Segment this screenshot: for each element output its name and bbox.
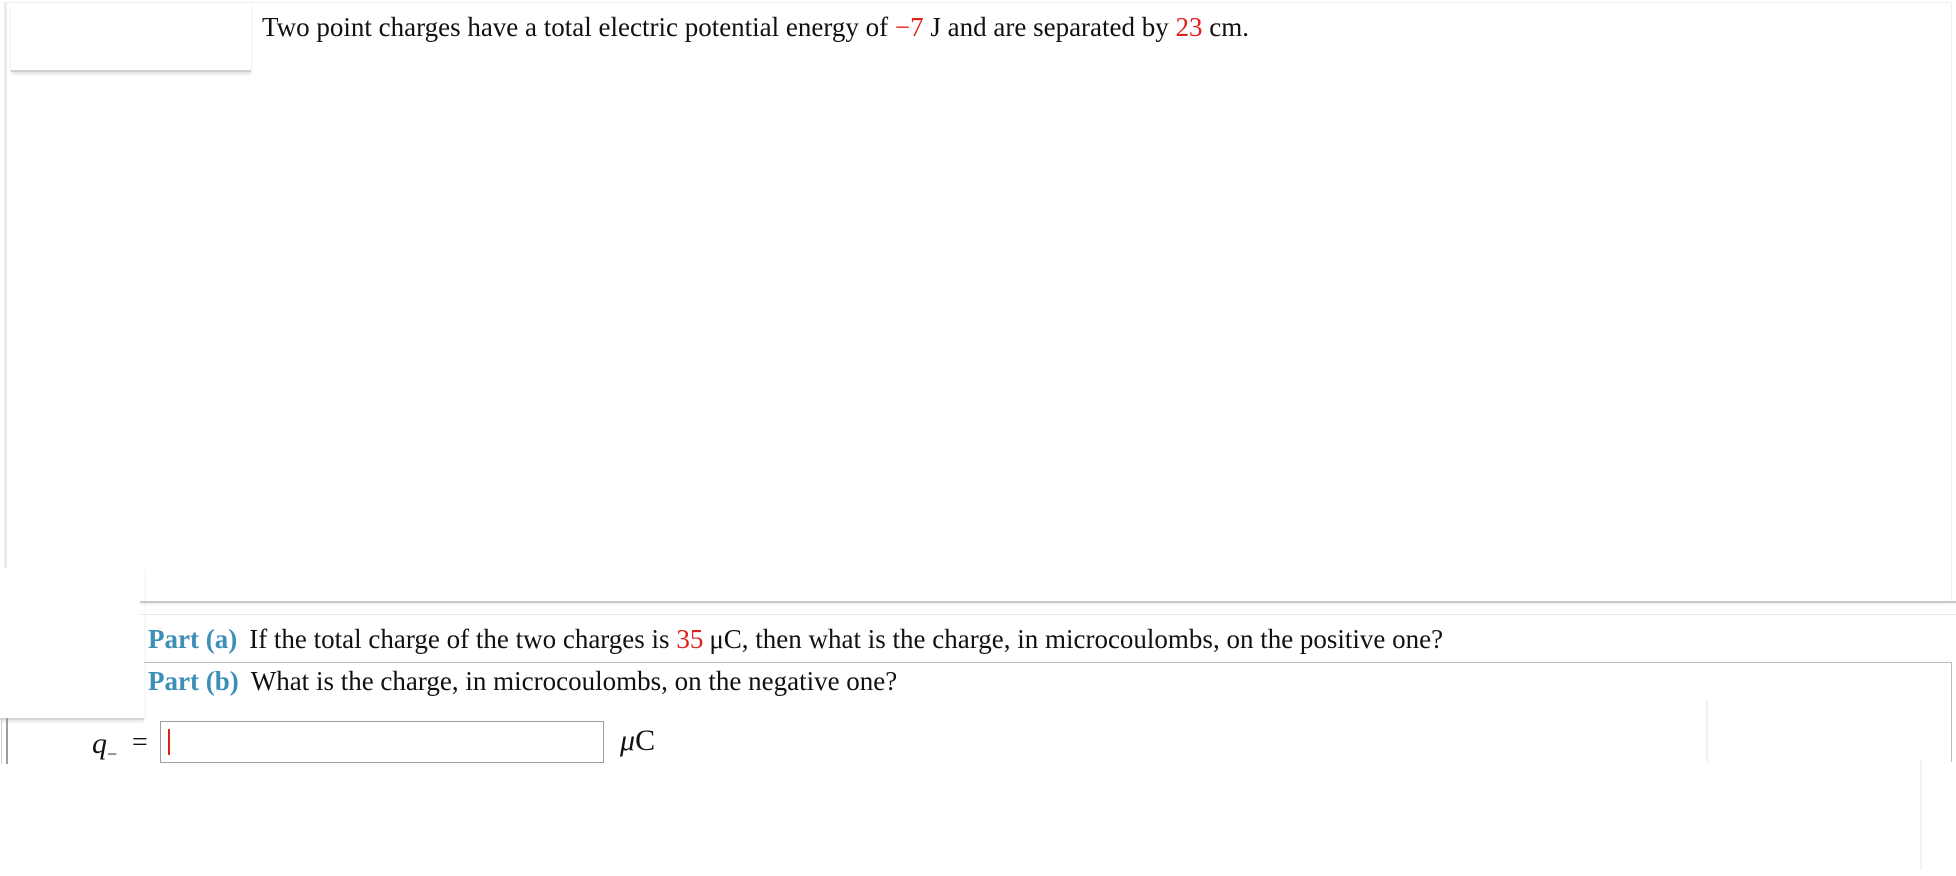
equals-sign: = xyxy=(132,727,148,758)
total-charge-value: 35 xyxy=(676,624,704,654)
part-a-row[interactable] xyxy=(148,624,1443,655)
part-b-label[interactable]: Part (b) xyxy=(148,666,239,696)
part-b-row[interactable] xyxy=(148,666,897,697)
part-b-question: What is the charge, in microcoulombs, on the negative one? xyxy=(250,666,898,696)
variable-symbol: q xyxy=(92,727,107,760)
problem-suffix: cm. xyxy=(1202,12,1250,42)
scroll-track xyxy=(1920,760,1922,870)
section-divider-secondary xyxy=(140,614,1956,615)
problem-frame xyxy=(4,2,1952,602)
answer-unit xyxy=(620,724,655,758)
unit-base: C xyxy=(635,724,656,757)
part-a-prefix: If the total charge of the two charges is xyxy=(249,624,677,654)
section-divider xyxy=(140,601,1956,603)
left-border-line xyxy=(1,718,2,764)
energy-value: −7 xyxy=(894,12,924,42)
unit-prefix: μ xyxy=(620,724,636,757)
distance-value: 23 xyxy=(1175,12,1203,42)
part-a-label[interactable]: Part (a) xyxy=(148,624,238,654)
part-a-unit: μC xyxy=(709,624,742,654)
side-tab-placeholder xyxy=(0,568,144,720)
image-placeholder xyxy=(11,4,251,72)
part-a-suffix: , then what is the charge, in microcoulombs, on the positive one? xyxy=(741,624,1444,654)
faint-separator xyxy=(1706,700,1708,762)
answer-variable-label xyxy=(92,727,117,765)
answer-input[interactable] xyxy=(160,721,604,763)
text-cursor xyxy=(168,729,170,755)
problem-statement xyxy=(262,12,1249,43)
variable-subscript: − xyxy=(107,744,118,764)
problem-prefix: Two point charges have a total electric potential energy of xyxy=(262,12,895,42)
left-border-line-dark xyxy=(6,718,8,764)
problem-mid: J and are separated by xyxy=(923,12,1176,42)
